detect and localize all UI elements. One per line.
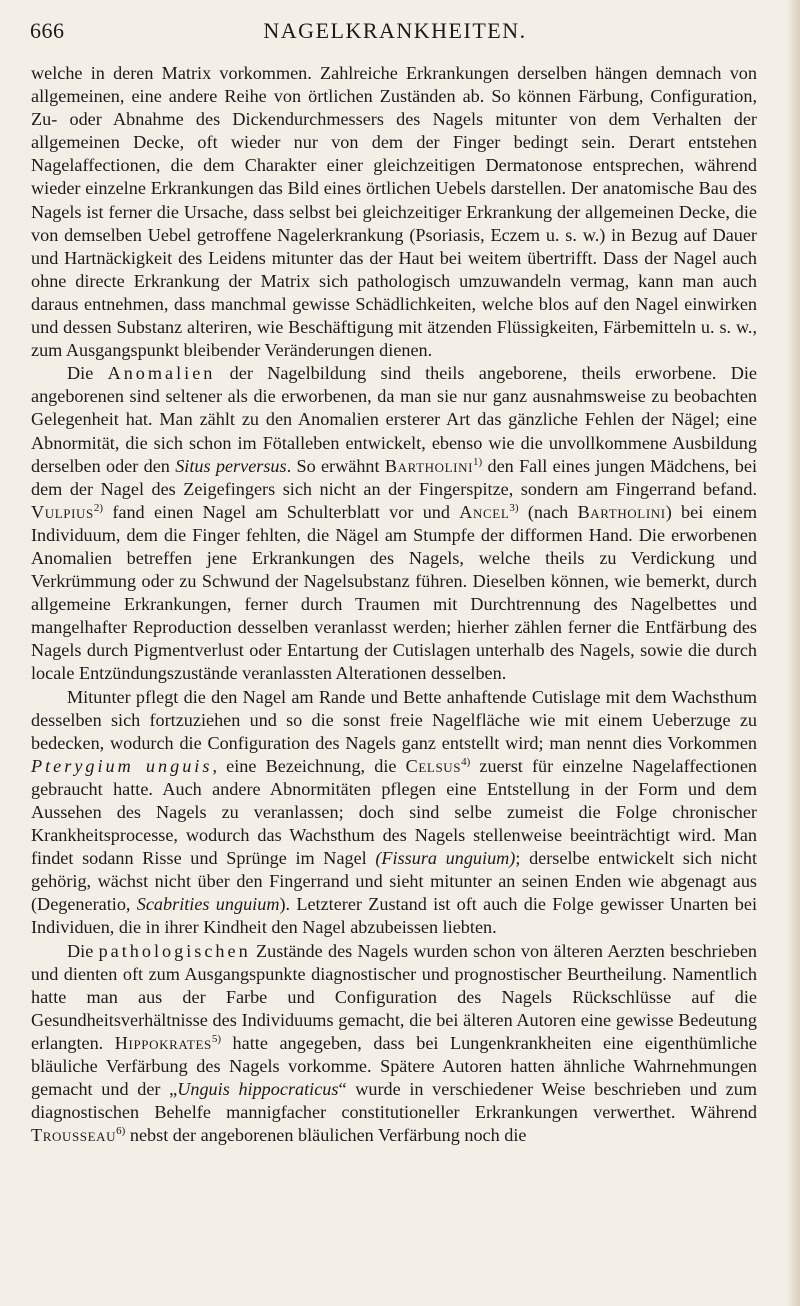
text-run: Mitunter pflegt die den Nagel am Rande und Bette anhaftende Cutislage mit dem Wachsthum desselben sich fortzuziehen und so die sonst freie Nagelfläche wie mit einem Ueberzuge zu bedecken, wodurch die Configuration des Nagels ganz entstellt wird; man nennt dies Vorkommen	[31, 686, 757, 753]
emphasized-text: Bartholini	[577, 501, 666, 522]
paragraph	[31, 362, 757, 685]
emphasized-text: Situs perversus	[175, 455, 287, 476]
emphasized-text: (Fissura unguium)	[375, 848, 516, 869]
body-text	[31, 62, 757, 1147]
text-run: , eine Bezeichnung, die	[212, 755, 406, 776]
footnote-ref: 4)	[461, 755, 471, 768]
footnote-ref: 1)	[473, 455, 483, 468]
emphasized-text: pathologischen	[98, 940, 251, 961]
paragraph	[31, 62, 757, 362]
text-run: welche in deren Matrix vorkommen. Zahlreiche Erkrankungen derselben hängen demnach von allgemeinen, eine andere Reihe von örtlichen Zuständen ab. So können Färbung, Configuration, Zu- oder Abnahme des Dickendurchmessers des Nagels mitunter von dem Verhalten der allgemeinen Decke, oft wieder nur von dem der Finger bedingt sein. Derart entstehen Nagelaffectionen, die dem Charakter einer gleichzeitigen Dermatonose entsprechen, während wieder einzelne Erkrankungen das Bild eines örtlichen Uebels darstellen. Der anatomische Bau des Nagels ist ferner die Ursache, dass selbst bei gleichzeitiger Erkrankung der allgemeinen Decke, die von demselben Uebel getroffene Nagelerkrankung (Psoriasis, Eczem u. s. w.) in Bezug auf Dauer und Hartnäckigkeit des Leidens mitunter das der Haut bei weitem übertrifft. Dass der Nagel auch ohne directe Erkrankung der Matrix sich pathologisch umzuwandeln vermag, kann man auch daraus entnehmen, dass manchmal gewisse Schädlichkeiten, welche blos auf den Nagel einwirken und dessen Substanz alteriren, wie Beschäftigung mit ätzenden Flüssigkeiten, Färbemitteln u. s. w., zum Ausgangspunkt bleibender Veränderungen dienen.	[31, 63, 757, 361]
text-run: hatte angegeben, dass bei Lungenkrankheiten eine eigenthümliche bläuliche Verfärbung des Nagels vorkomme. Spätere Autoren hatten ähnliche Wahrnehmungen gemacht und der „	[31, 1032, 757, 1100]
text-run: Die	[67, 363, 108, 384]
page-number: 666	[30, 18, 65, 43]
emphasized-text: Celsus	[405, 755, 462, 776]
text-run: zuerst für einzelne Nagelaffectionen gebraucht hatte. Auch andere Abnormitäten pflegen eine Entstellung in der Form und dem Aussehen des Nagels zu veranlassen; doch sind selbe zumeist die Folge chronischer Krankheitsprocesse, wodurch das Wachsthum des Nagels stellenweise beeinträchtigt wird. Man findet sodann Risse und Sprünge im Nagel	[31, 755, 757, 869]
text-run: “ wurde in verschiedener Weise beschrieben und zum diagnostischen Behelfe mannigfacher constitutioneller Erkrankungen verwerthet. Während	[31, 1079, 757, 1123]
page-edge-shadow	[786, 0, 800, 1306]
text-run: . So erwähnt	[286, 455, 385, 476]
emphasized-text: Bartholini	[384, 455, 474, 476]
page-header	[30, 18, 760, 48]
footnote-ref: 6)	[116, 1125, 126, 1138]
emphasized-text: Ancel	[459, 501, 510, 522]
text-run: Die	[67, 940, 99, 961]
text-run: den Fall eines jungen Mädchens, bei dem der Nagel des Zeigefingers sich nicht an der Fingerspitze, sondern am Fingerrand befand.	[31, 455, 757, 499]
emphasized-text: Unguis hippocraticus	[177, 1079, 339, 1100]
footnote-ref: 5)	[211, 1032, 221, 1045]
running-title: NAGELKRANKHEITEN.	[263, 18, 527, 43]
text-run: nebst der angeborenen bläulichen Verfärbung noch die	[125, 1125, 527, 1146]
text-run: der Nagelbildung sind theils angeborene, theils erworbene. Die angeborenen sind seltener als die erworbenen, da man sie nur ganz ausnahmsweise zu beobachten Gelegenheit hat. Man zählt zu den Anomalien ersterer Art das gänzliche Fehlen der Nägel; eine Abnormität, die sich schon im Fötalleben entwickelt, ebenso wie die unvollkommene Ausbildung derselben oder den	[31, 363, 758, 476]
emphasized-text: Scabrities unguium	[136, 894, 280, 915]
text-run: Zustände des Nagels wurden schon von älteren Aerzten beschrieben und dienten oft zum Ausgangspunkte diagnostischer und prognostischer Beurtheilung. Namentlich hatte man aus der Farbe und Configuration des Nagels Rückschlüsse auf die Gesundheitsverhältnisse des Individuums gemacht, die bei älteren Autoren eine gewisse Bedeutung erlangten.	[31, 940, 757, 1053]
paragraph	[31, 686, 757, 940]
emphasized-text: Trousseau	[31, 1125, 117, 1146]
text-run: (nach	[518, 501, 578, 522]
emphasized-text: Anomalien	[107, 363, 216, 384]
footnote-ref: 2)	[93, 501, 104, 514]
text-run: ) bei einem Individuum, dem die Finger fehlten, die Nägel am Stumpfe der difformen Hand. Die erworbenen Anomalien betreffen jene Erkrankungen des Nagels, welche theils zu Verdickung und Verkrümmung oder zu Schwund der Nagelsubstanz führen. Dieselben können, wie bemerkt, durch allgemeine Erkrankungen, ferner durch Traumen mit Durchtrennung des Nagelbettes und mangelhafter Reproduction desselben veranlasst werden; hierher zählen ferner die Entfärbung des Nagels durch Pigmentverlust oder Entartung der Cutislagen unterhalb des Nagels, sowie die durch locale Entzündungszustände veranlassten Alterationen desselben.	[31, 501, 758, 684]
emphasized-text: Pterygium unguis	[31, 755, 213, 776]
paragraph	[31, 940, 757, 1148]
footnote-ref: 3)	[509, 501, 519, 514]
text-run: ; derselbe entwickelt sich nicht gehörig, wächst nicht über den Fingerrand und sieht mitunter an seinen Enden wie abgenagt aus (Degeneratio,	[31, 848, 757, 915]
emphasized-text: Hippokrates	[114, 1032, 212, 1053]
text-run: ). Letzterer Zustand ist oft auch die Folge gewisser Unarten bei Individuen, die in ihrer Kindheit den Nagel abzubeissen liebten.	[31, 894, 757, 938]
text-run: fand einen Nagel am Schulterblatt vor und	[103, 501, 460, 522]
emphasized-text: Vulpius	[31, 501, 94, 522]
